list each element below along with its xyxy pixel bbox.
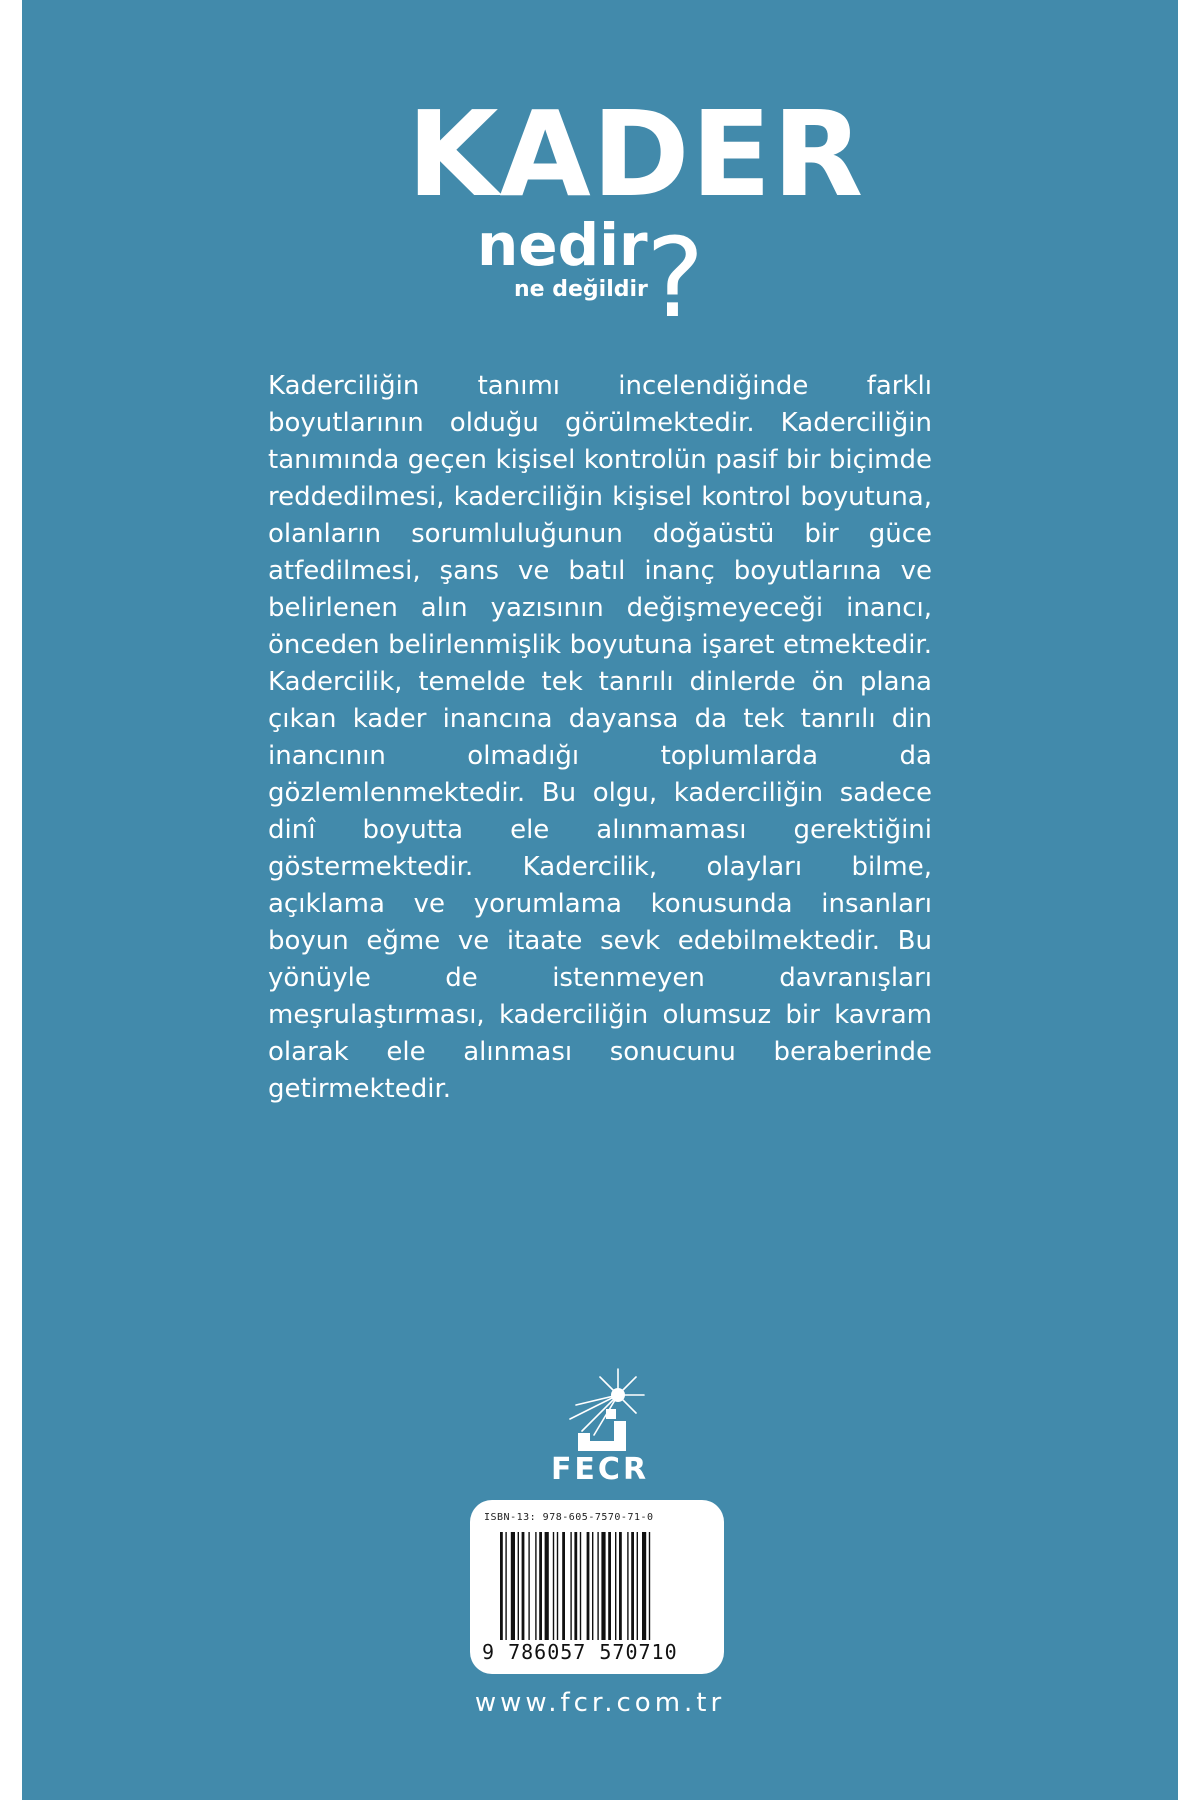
publisher-website: www.fcr.com.tr <box>474 1688 726 1718</box>
barcode-stripe <box>528 1532 529 1640</box>
barcode-stripe <box>553 1532 554 1640</box>
book-subtitle-ne-degildir: ne değildir <box>514 277 648 302</box>
isbn-label: ISBN-13: 978-605-7570-71-0 <box>484 1512 654 1523</box>
barcode-panel <box>470 1500 724 1674</box>
back-cover-blurb: Kaderciliğin tanımı incelendiğinde farklı boyutlarının olduğu görülmektedir. Kaderciliğin tanımında geçen kişisel kontrolün pasif bir biçimde reddedilmesi, kaderciliğin kişisel kontrol boyutuna, olanların sorumluluğunun doğaüstü bir güce atfedilmesi, şans ve batıl inanç boyutlarına ve belirlenen alın yazısının değişmeyeceği inancı, önceden belirlenmişlik boyutuna işaret etmektedir. Kadercilik, temelde tek tanrılı dinlerde ön plana çıkan kader inancına dayansa da tek tanrılı din inancının olmadığı toplumlarda da gözlemlenmektedir. Bu olgu, kaderciliğin sadece dinî boyutta ele alınmaması gerektiğini göstermektedir. Kadercilik, olayları bilme, açıklama ve yorumlama konusunda insanları boyun eğme ve itaate sevk edebilmektedir. Bu yönüyle de istenmeyen davranışları meşrulaştırması, kaderciliğin olumsuz bir kavram olarak ele alınması sonucunu beraberinde getirmektedir. <box>268 371 932 1104</box>
barcode-stripe <box>539 1532 542 1640</box>
barcode-stripe <box>511 1532 515 1640</box>
book-title: KADER <box>407 85 865 223</box>
barcode-stripe <box>642 1532 646 1640</box>
barcode-stripe <box>522 1532 525 1640</box>
question-mark: ? <box>646 214 705 342</box>
barcode-digits: 9 786057 570710 <box>482 1640 678 1664</box>
barcode-stripe <box>580 1532 581 1640</box>
barcode-stripe <box>592 1532 593 1640</box>
barcode-stripe <box>570 1532 571 1640</box>
barcode-stripe <box>587 1532 590 1640</box>
book-subtitle-nedir: nedir <box>477 211 648 279</box>
barcode-bars <box>500 1532 700 1640</box>
barcode-stripe <box>601 1532 605 1640</box>
barcode-stripe <box>608 1532 611 1640</box>
barcode-stripe <box>649 1532 650 1640</box>
title-block <box>22 85 1178 342</box>
barcode-stripe <box>562 1532 565 1640</box>
barcode-stripe <box>500 1532 503 1640</box>
barcode-stripe <box>627 1532 628 1640</box>
barcode-stripe <box>518 1532 519 1640</box>
barcode-stripe <box>557 1532 558 1640</box>
barcode-stripe <box>545 1532 549 1640</box>
barcode-stripe <box>619 1532 622 1640</box>
back-cover <box>22 0 1178 1800</box>
barcode-stripe <box>535 1532 536 1640</box>
barcode-stripe <box>637 1532 638 1640</box>
barcode-stripe <box>597 1532 598 1640</box>
barcode-stripe <box>631 1532 634 1640</box>
barcode-stripe <box>574 1532 577 1640</box>
publisher-name: FECR <box>550 1452 650 1487</box>
barcode-stripe <box>615 1532 616 1640</box>
barcode-stripe <box>505 1532 506 1640</box>
